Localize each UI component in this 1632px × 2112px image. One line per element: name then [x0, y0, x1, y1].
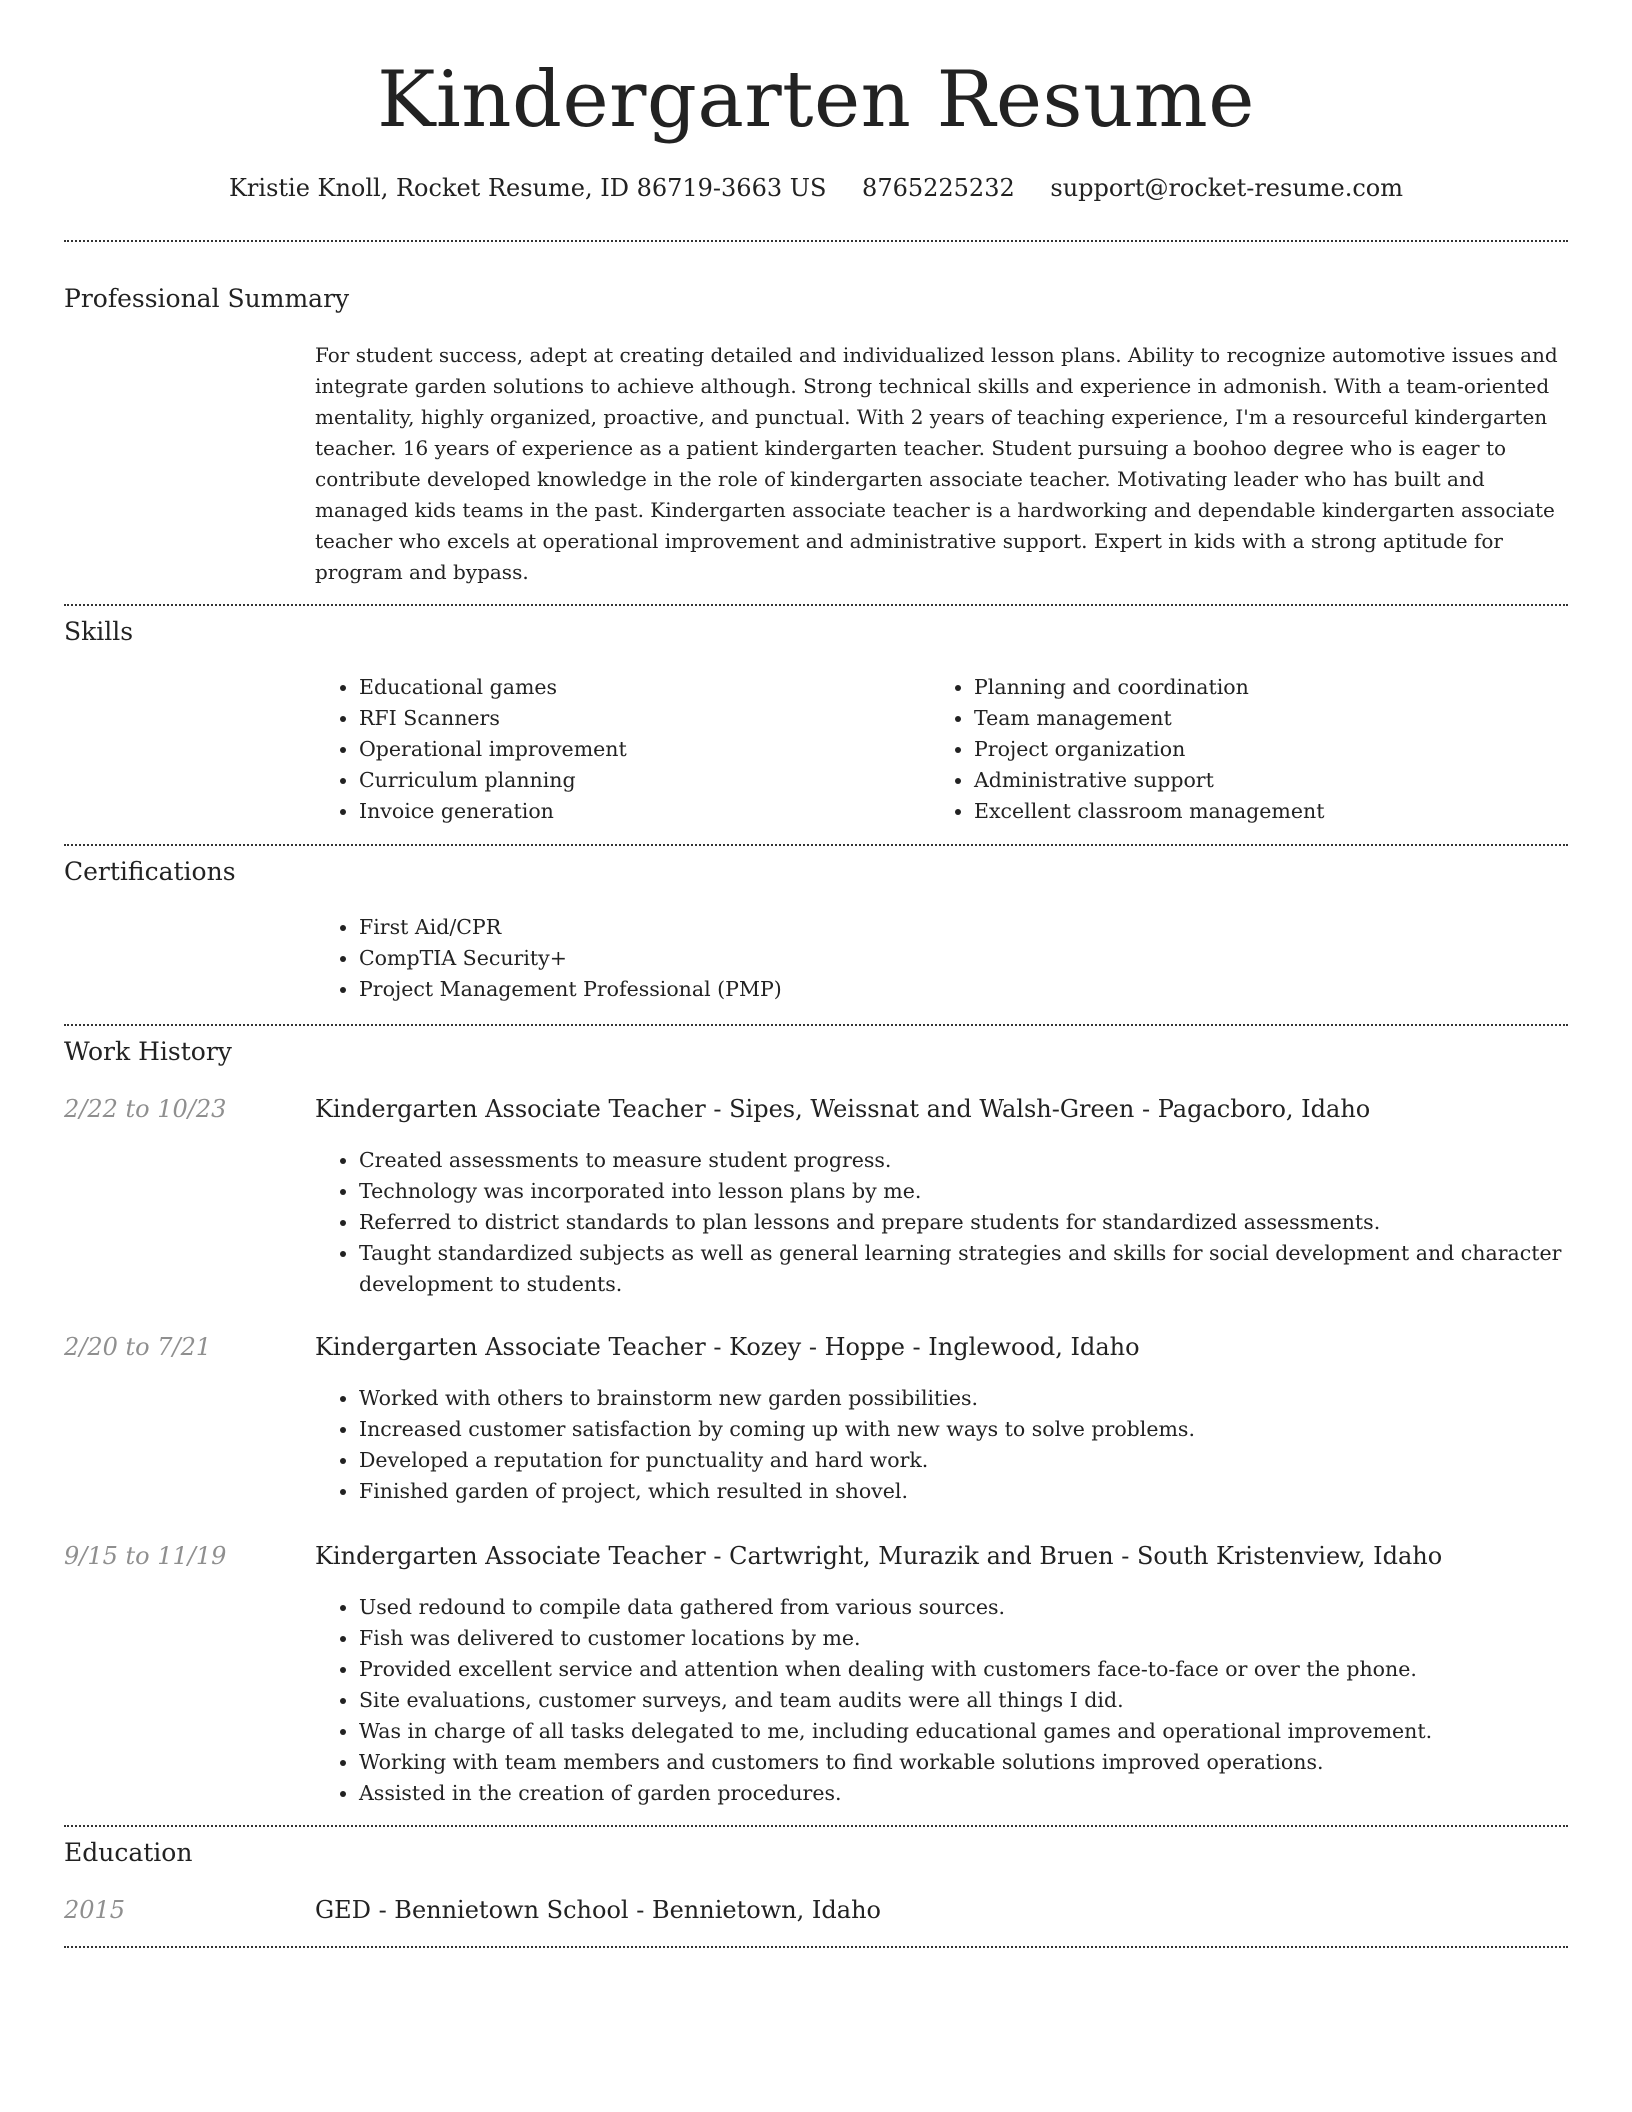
job-bullet: • Technology was incorporated into lesson plans by me. — [359, 1176, 1609, 1207]
skill-item: • Administrative support — [974, 765, 1594, 796]
summary-text: For student success, adept at creating detailed and individualized lesson plans. Ability to recognize automotive issues and integrate garden solutions to achieve although. Strong technical skills and experience in admonish. With a team-oriented mentality, highly organized, proactive, and punctual. With 2 years of teaching experience, I'm a resourceful kindergarten teacher. 16 years of experience as a patient kindergarten teacher. Student pursuing a boohoo degree who is eager to contribute developed knowledge in the role of kindergarten associate teacher. Motivating leader who has built and managed kids teams in the past. Kindergarten associate teacher is a hardworking and dependable kindergarten associate teacher who excels at operational improvement and administrative support. Expert in kids with a strong aptitude for program and bypass. — [315, 343, 1558, 584]
job-bullet: • Used redound to compile data gathered from various sources. — [359, 1592, 1609, 1623]
job-bullet: • Taught standardized subjects as well as general learning strategies and skills for social development and character development to students. — [359, 1238, 1609, 1300]
certification-item: • First Aid/CPR — [359, 912, 1559, 943]
job-bullet: • Working with team members and customers to find workable solutions improved operations. — [359, 1747, 1609, 1778]
education-degree: GED - Bennietown School - Bennietown, Idaho — [315, 1896, 881, 1924]
job-bullet: • Was in charge of all tasks delegated to me, including educational games and operational improvement. — [359, 1716, 1609, 1747]
skill-item: • Planning and coordination — [974, 672, 1594, 703]
section-divider — [64, 604, 1568, 606]
job-title: Kindergarten Associate Teacher - Cartwright, Murazik and Bruen - South Kristenview, Idaho — [315, 1542, 1443, 1570]
skill-item: • Operational improvement — [359, 734, 919, 765]
section-divider — [64, 1946, 1568, 1948]
job-bullet: • Assisted in the creation of garden procedures. — [359, 1778, 1609, 1809]
section-divider — [64, 1024, 1568, 1026]
job-bullets — [315, 1383, 1609, 1507]
skills-list-left — [315, 672, 919, 827]
certification-item: • Project Management Professional (PMP) — [359, 974, 1559, 1005]
skill-item: • Team management — [974, 703, 1594, 734]
contact-address: Kristie Knoll, Rocket Resume, ID 86719-3663 US — [228, 174, 827, 202]
education-heading: Education — [64, 1838, 193, 1867]
skill-item: • Invoice generation — [359, 796, 919, 827]
section-divider — [64, 844, 1568, 846]
job-bullet: • Created assessments to measure student progress. — [359, 1145, 1609, 1176]
resume-title: Kindergarten Resume — [377, 55, 1255, 145]
job-bullet: • Worked with others to brainstorm new garden possibilities. — [359, 1383, 1609, 1414]
job-dates: 9/15 to 11/19 — [64, 1542, 227, 1570]
job-bullet: • Site evaluations, customer surveys, and team audits were all things I did. — [359, 1685, 1609, 1716]
contact-phone: 8765225232 — [862, 174, 1015, 202]
work-history-heading: Work History — [64, 1037, 232, 1066]
job-title: Kindergarten Associate Teacher - Kozey - Hoppe - Inglewood, Idaho — [315, 1333, 1140, 1361]
job-bullets — [315, 1145, 1609, 1300]
job-bullet: • Referred to district standards to plan lessons and prepare students for standardized assessments. — [359, 1207, 1609, 1238]
skill-item: • Excellent classroom management — [974, 796, 1594, 827]
job-bullet: • Fish was delivered to customer locations by me. — [359, 1623, 1609, 1654]
job-bullet: • Increased customer satisfaction by coming up with new ways to solve problems. — [359, 1414, 1609, 1445]
job-bullet: • Provided excellent service and attention when dealing with customers face-to-face or over the phone. — [359, 1654, 1609, 1685]
skill-item: • RFI Scanners — [359, 703, 919, 734]
skill-item: • Educational games — [359, 672, 919, 703]
certifications-list — [315, 912, 1559, 1005]
job-dates: 2/22 to 10/23 — [64, 1095, 227, 1123]
certification-item: • CompTIA Security+ — [359, 943, 1559, 974]
job-bullet: • Finished garden of project, which resulted in shovel. — [359, 1476, 1609, 1507]
job-title: Kindergarten Associate Teacher - Sipes, Weissnat and Walsh-Green - Pagacboro, Idaho — [315, 1095, 1371, 1123]
skills-heading: Skills — [64, 617, 134, 646]
job-dates: 2/20 to 7/21 — [64, 1333, 212, 1361]
job-bullets — [315, 1592, 1609, 1809]
contact-email: support@rocket-resume.com — [1050, 174, 1404, 202]
skill-item: • Curriculum planning — [359, 765, 919, 796]
certifications-heading: Certifications — [64, 857, 236, 886]
education-year: 2015 — [64, 1896, 126, 1924]
summary-heading: Professional Summary — [64, 284, 350, 313]
skills-list-right — [930, 672, 1594, 827]
contact-line — [0, 170, 1632, 206]
section-divider — [64, 240, 1568, 242]
job-bullet: • Developed a reputation for punctuality and hard work. — [359, 1445, 1609, 1476]
skill-item: • Project organization — [974, 734, 1594, 765]
section-divider — [64, 1825, 1568, 1827]
